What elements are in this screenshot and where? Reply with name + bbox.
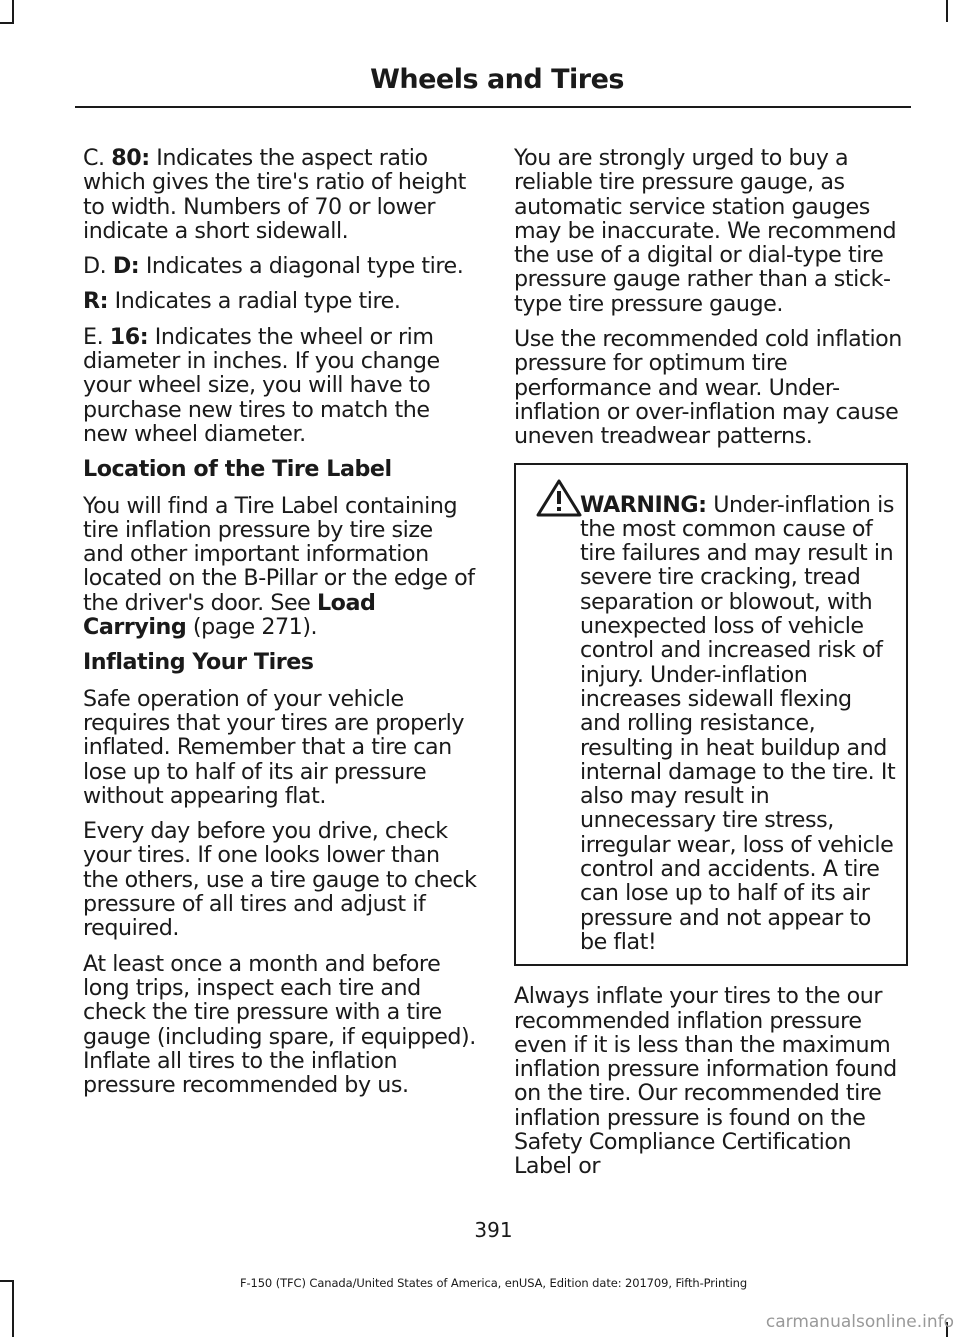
cold-pressure-paragraph: Use the recommended cold inflation pressure for optimum tire performance and wear. Under-inflation or over-inflation may cause uneven treadwear patterns. [514,326,902,450]
inflating-paragraph-3: At least once a month and before long trips, inspect each tire and check the tire pressure with a tire gauge (including spare, if equipped). Inflate all tires to the inflation pressure recommended by us. [83,950,476,1099]
item-text: Indicates the wheel or rim diameter in inches. If you change your wheel size, you will have to purchase new tires to match the new wheel diameter. [83,323,440,447]
page-reference: (page 271). [186,614,318,641]
watermark: carmanualsonline.info [765,1312,954,1332]
inflating-paragraph-1: Safe operation of your vehicle requires that your tires are properly inflated. Remember that a tire can lose up to half of its air pressure without appearing flat. [83,685,465,809]
warning-body: Under-inflation is the most common cause of tire failures and may result in severe tire cracking, tread separation or blowout, with unexpected loss of vehicle control and increased risk of injury. Under-inflation increases sidewall flexing and rolling resistance, resulting in heat buildup and internal damage to the tire. It also may result in unnecessary tire stress, irregular wear, loss of vehicle control and accidents. A tire can lose up to half of its air pressure and not appear to be flat! [580,491,896,955]
location-paragraph [83,494,478,640]
item-code: 80: [111,145,150,171]
item-text: Indicates a diagonal type tire. [139,253,464,280]
tire-code-r [83,289,478,313]
crop-mark-top-right [946,0,948,22]
crop-mark-top-left-h [0,22,14,24]
item-prefix: D. [83,253,113,280]
item-code: 16: [109,323,149,350]
load-carrying-link[interactable]: Load Carrying [83,589,376,641]
tire-code-c [83,146,478,243]
inflating-paragraph-2: Every day before you drive, check your tires. If one looks lower than the others, use a tire gauge to check pressure of all tires and adjust if required. [83,818,477,942]
page-title: Wheels and Tires [370,64,624,95]
edition-line: F-150 (TFC) Canada/United States of America, enUSA, Edition date: 201709, Fifth-Printing [239,1276,748,1290]
always-inflate-paragraph: Always inflate your tires to the our recommended inflation pressure even if it is less than the maximum inflation pressure information found on the tire. Our recommended tire inflation pressure is found on the Safety Compliance Certification Label or [514,983,897,1180]
location-text: You will find a Tire Label containing tire inflation pressure by tire size and other important information located on the B-Pillar or the edge of the driver's door. See [83,492,475,616]
item-text: Indicates a radial type tire. [108,288,401,315]
gauge-paragraph: You are strongly urged to buy a reliable tire pressure gauge, as automatic service station gauges may be inaccurate. We recommend the use of a digital or dial-type tire pressure gauge rather than a stick-type tire pressure gauge. [514,145,897,317]
warning-text [524,493,898,955]
page-number: 391 [474,1218,513,1242]
inflating-heading: Inflating Your Tires [83,649,314,676]
item-code: R: [83,288,109,315]
item-prefix: E. [83,323,110,350]
tire-code-e [83,325,478,446]
item-prefix: C. [83,145,112,171]
warning-box [514,463,908,967]
warning-triangle-icon [536,479,582,517]
item-text: Indicates the aspect ratio which gives the tire's ratio of height to width. Numbers of 70 or lower indicate a short sidewall. [83,145,466,244]
header-divider [75,106,911,108]
item-code: D: [112,253,140,280]
location-heading: Location of the Tire Label [83,456,392,483]
tire-code-d [83,254,478,278]
crop-mark-top-left [12,0,14,22]
right-column [514,146,908,1190]
left-column [83,146,478,1108]
warning-label: WARNING: [580,491,707,518]
